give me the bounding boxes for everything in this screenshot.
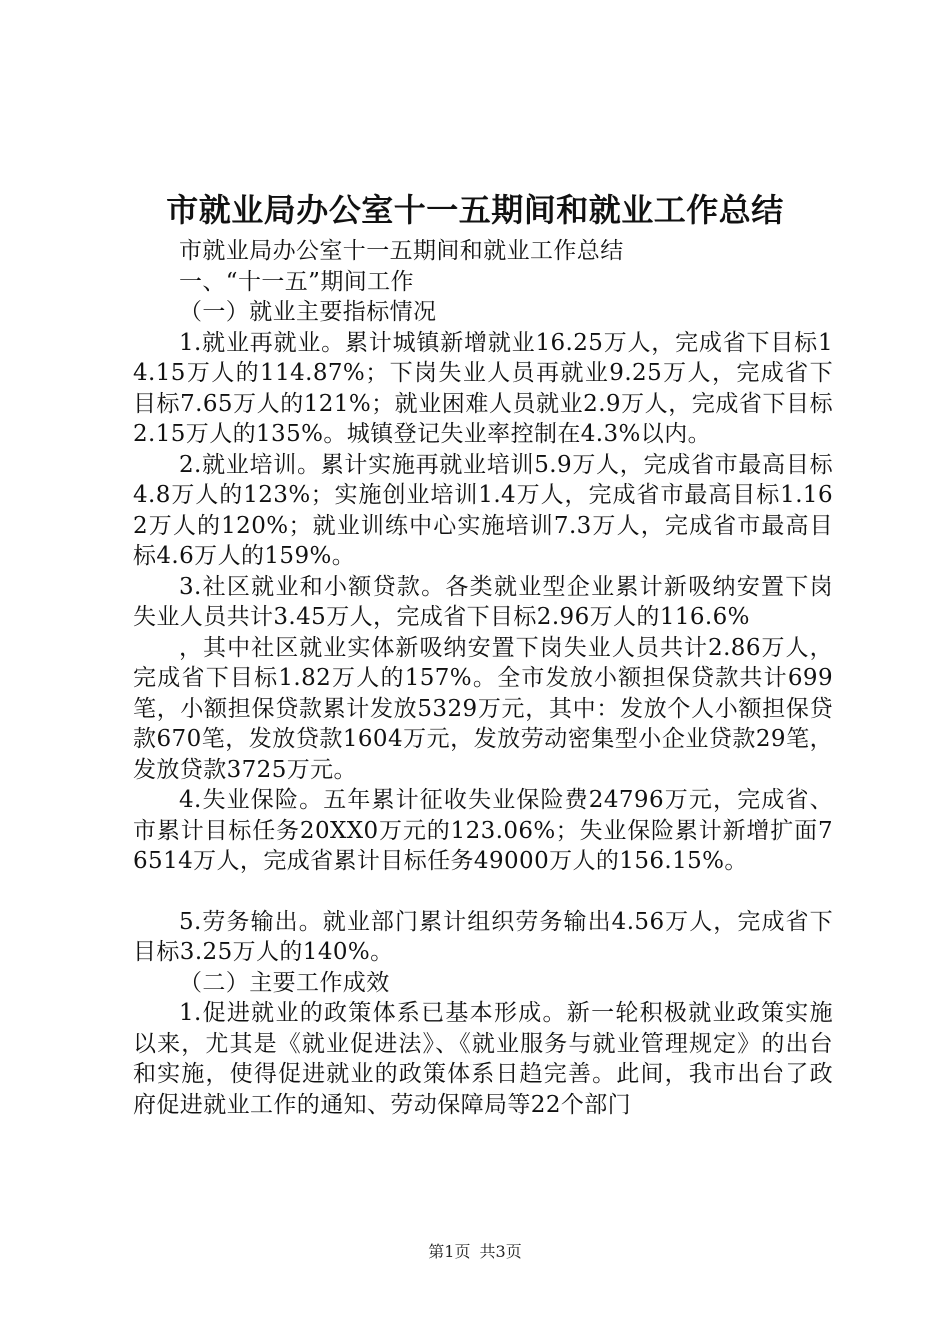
page-total: 共3页: [479, 1242, 522, 1261]
paragraph-community-loans: 3.社区就业和小额贷款。各类就业型企业累计新吸纳安置下岗失业人员共计3.45万人，完成省下目标2.96万人的116.6%: [133, 573, 833, 630]
section-heading: 一、“十一五”期间工作: [179, 268, 414, 295]
paragraph-training: 2.就业培训。累计实施再就业培训5.9万人，完成省市最高目标4.8万人的123%；实施创业培训1.4万人，完成省市最高目标1.162万人的120%；就业训练中心实施培训7.3万人，完成省市最高目标4.6万人的159%。: [133, 451, 833, 569]
page-footer: [0, 1242, 950, 1262]
subsection-heading-results: （二）主要工作成效: [179, 969, 390, 996]
paragraph-labor-export: 5.劳务输出。就业部门累计组织劳务输出4.56万人，完成省下目标3.25万人的140%。: [133, 908, 833, 965]
paragraph-unemployment-insurance: 4.失业保险。五年累计征收失业保险费24796万元，完成省、市累计目标任务20XX0万元的123.06%；失业保险累计新增扩面76514万人，完成省累计目标任务49000万人的156.15%。: [133, 787, 833, 874]
paragraph-community-loans-continued: ，其中社区就业实体新吸纳安置下岗失业人员共计2.86万人，完成省下目标1.82万人的157%。全市发放小额担保贷款共计699笔，小额担保贷款累计发放5329万元，其中：发放个人小额担保贷款670笔，发放贷款1604万元，发放劳动密集型小企业贷款29笔，发放贷款3725万元。: [133, 634, 833, 783]
page-number: 第1页: [428, 1242, 471, 1261]
document-title: 市就业局办公室十一五期间和就业工作总结: [166, 191, 784, 229]
document-body: [133, 236, 833, 1120]
paragraph-employment: 1.就业再就业。累计城镇新增就业16.25万人，完成省下目标14.15万人的114.87%；下岗失业人员再就业9.25万人，完成省下目标7.65万人的121%；就业困难人员就业2.9万人，完成省下目标2.15万人的135%。城镇登记失业率控制在4.3%以内。: [133, 329, 833, 447]
subsection-heading: （一）就业主要指标情况: [179, 299, 437, 325]
subtitle-paragraph: 市就业局办公室十一五期间和就业工作总结: [179, 238, 624, 264]
paragraph-policy-system: 1.促进就业的政策体系已基本形成。新一轮积极就业政策实施以来，尤其是《就业促进法》、《就业服务与就业管理规定》的出台和实施，使得促进就业的政策体系日趋完善。此间，我市出台了政府促进就业工作的通知、劳动保障局等22个部门: [133, 1000, 833, 1118]
